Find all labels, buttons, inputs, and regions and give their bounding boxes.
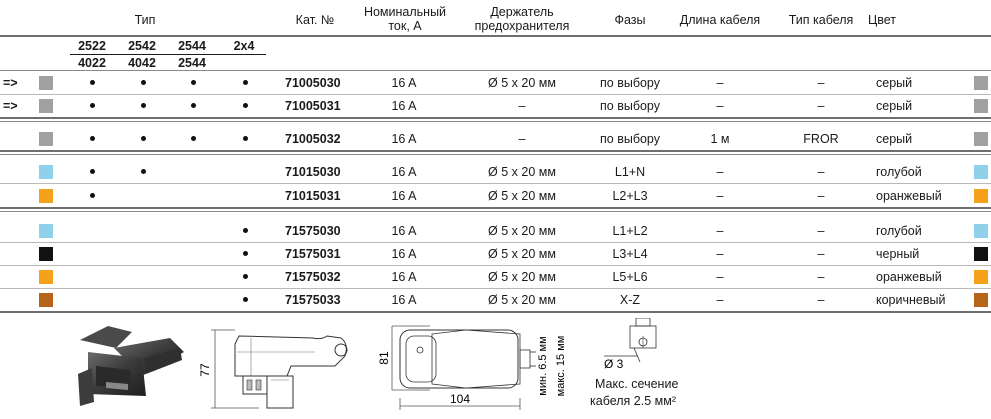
header-rule [0,35,991,37]
color-swatch-right [974,224,988,238]
fuse-holder: Ø 5 x 20 мм [488,270,556,284]
catalog-number: 71575031 [285,247,341,261]
row-separator [0,183,991,184]
color-swatch-left [39,270,53,284]
header-current-line2: ток, А [388,19,422,33]
fuse-holder: Ø 5 x 20 мм [488,247,556,261]
rated-current: 16 A [391,99,417,113]
rated-current: 16 A [391,247,417,261]
cable-type: – [817,99,825,113]
group-separator [0,211,991,212]
type-compatibility-dot [90,193,95,198]
table-row [0,289,991,311]
color-name: коричневый [876,293,946,307]
phases: L5+L6 [612,270,648,284]
dim-max: макс. 15 мм [555,335,567,397]
color-name: голубой [876,165,922,179]
type-compatibility-dot [243,103,248,108]
type-col-2-bottom: 4042 [128,56,156,70]
phases: L3+L4 [612,247,648,261]
table-row [0,95,991,117]
cable-length: – [716,247,724,261]
type-subheader-rule [70,54,266,55]
terminal-drawing [600,318,670,372]
table-row [0,220,991,242]
color-swatch-right [974,293,988,307]
fuse-holder: – [518,99,526,113]
type-compatibility-dot [243,228,248,233]
phases: L2+L3 [612,189,648,203]
table-row [0,161,991,183]
catalog-number: 71015031 [285,189,341,203]
dim-min: мин. 6.5 мм [537,336,549,396]
cable-length: – [716,165,724,179]
table-row [0,243,991,265]
rated-current: 16 A [391,270,417,284]
type-compatibility-dot [141,80,146,85]
color-name: серый [876,76,913,90]
color-name: оранжевый [876,270,942,284]
catalog-number: 71015030 [285,165,341,179]
type-compatibility-dot [90,80,95,85]
catalog-number: 71575030 [285,224,341,238]
group-separator [0,154,991,155]
group-separator [0,207,991,209]
type-compatibility-dot [243,274,248,279]
color-name: оранжевый [876,189,942,203]
type-col-4-top: 2x4 [233,39,255,53]
cable-type: – [817,270,825,284]
type-compatibility-dot [90,136,95,141]
color-swatch-left [39,189,53,203]
color-name: черный [876,247,920,261]
type-compatibility-dot [90,169,95,174]
row-marker: => [3,99,18,113]
color-swatch-right [974,165,988,179]
product-photo [70,318,190,410]
color-swatch-left [39,99,53,113]
phases: по выбору [600,132,660,146]
cable-length: – [716,99,724,113]
rated-current: 16 A [391,224,417,238]
type-compatibility-dot [191,80,196,85]
cable-length: – [716,270,724,284]
color-swatch-right [974,270,988,284]
dim-width-top: 104 [449,392,471,406]
type-compatibility-dot [141,103,146,108]
fuse-holder: Ø 5 x 20 мм [488,76,556,90]
catalog-number: 71575033 [285,293,341,307]
phases: по выбору [600,76,660,90]
cross-section-line1: Макс. сечение [595,377,679,391]
header-type: Тип [134,13,156,27]
cable-type: – [817,189,825,203]
header-current-line1: Номинальный [363,5,447,19]
phases: L1+N [614,165,646,179]
rated-current: 16 A [391,132,417,146]
table-row [0,185,991,207]
header-holder-line1: Держатель [490,5,554,19]
type-compatibility-dot [90,103,95,108]
header-color: Цвет [868,13,897,27]
header-cable-type: Тип кабеля [788,13,854,27]
type-col-1-bottom: 4022 [78,56,106,70]
group-separator [0,150,991,152]
cable-length: 1 м [710,132,730,146]
type-compatibility-dot [243,297,248,302]
type-col-3-top: 2544 [178,39,206,53]
cross-section-line2: кабеля 2.5 мм² [590,394,676,408]
color-swatch-left [39,165,53,179]
rated-current: 16 A [391,293,417,307]
catalog-number: 71005031 [285,99,341,113]
cable-length: – [716,76,724,90]
type-col-2-top: 2542 [128,39,156,53]
color-name: голубой [876,224,922,238]
color-swatch-right [974,189,988,203]
type-compatibility-dot [191,103,196,108]
top-view-drawing [370,318,580,418]
cable-type: – [817,247,825,261]
color-swatch-left [39,224,53,238]
header-holder-line2: предохранителя [474,19,570,33]
color-swatch-right [974,99,988,113]
type-compatibility-dot [243,80,248,85]
cable-type: – [817,76,825,90]
type-compatibility-dot [243,136,248,141]
dim-height-top: 81 [377,351,391,365]
color-swatch-left [39,293,53,307]
subheader-rule [0,70,991,71]
cable-length: – [716,293,724,307]
rated-current: 16 A [391,76,417,90]
type-col-3-bottom: 2544 [178,56,206,70]
fuse-holder: Ø 5 x 20 мм [488,165,556,179]
rated-current: 16 A [391,165,417,179]
color-swatch-right [974,132,988,146]
color-swatch-left [39,76,53,90]
fuse-holder: Ø 5 x 20 мм [488,293,556,307]
type-compatibility-dot [191,136,196,141]
catalog-number: 71005032 [285,132,341,146]
type-compatibility-dot [141,136,146,141]
cable-length: – [716,189,724,203]
cable-type: FROR [803,132,839,146]
phases: по выбору [600,99,660,113]
fuse-holder: Ø 5 x 20 мм [488,224,556,238]
phases: L1+L2 [612,224,648,238]
table-row [0,72,991,94]
color-swatch-right [974,247,988,261]
catalog-number: 71575032 [285,270,341,284]
table-row [0,266,991,288]
row-marker: => [3,76,18,90]
type-compatibility-dot [243,251,248,256]
type-col-1-top: 2522 [78,39,106,53]
color-name: серый [876,132,913,146]
group-separator [0,311,991,313]
header-cable-length: Длина кабеля [679,13,761,27]
header-phases: Фазы [614,13,646,27]
color-swatch-left [39,247,53,261]
cable-length: – [716,224,724,238]
cable-type: – [817,293,825,307]
catalog-number: 71005030 [285,76,341,90]
color-swatch-left [39,132,53,146]
cable-type: – [817,224,825,238]
phases: X-Z [619,293,641,307]
terminal-dia: Ø 3 [604,357,624,371]
rated-current: 16 A [391,189,417,203]
dim-height-side: 77 [198,363,212,377]
color-name: серый [876,99,913,113]
group-separator [0,117,991,119]
group-separator [0,121,991,122]
fuse-holder: – [518,132,526,146]
cable-type: – [817,165,825,179]
side-view-drawing [195,322,365,414]
table-row [0,128,991,150]
color-swatch-right [974,76,988,90]
type-compatibility-dot [141,169,146,174]
fuse-holder: Ø 5 x 20 мм [488,189,556,203]
header-cat-no: Кат. № [295,13,335,27]
